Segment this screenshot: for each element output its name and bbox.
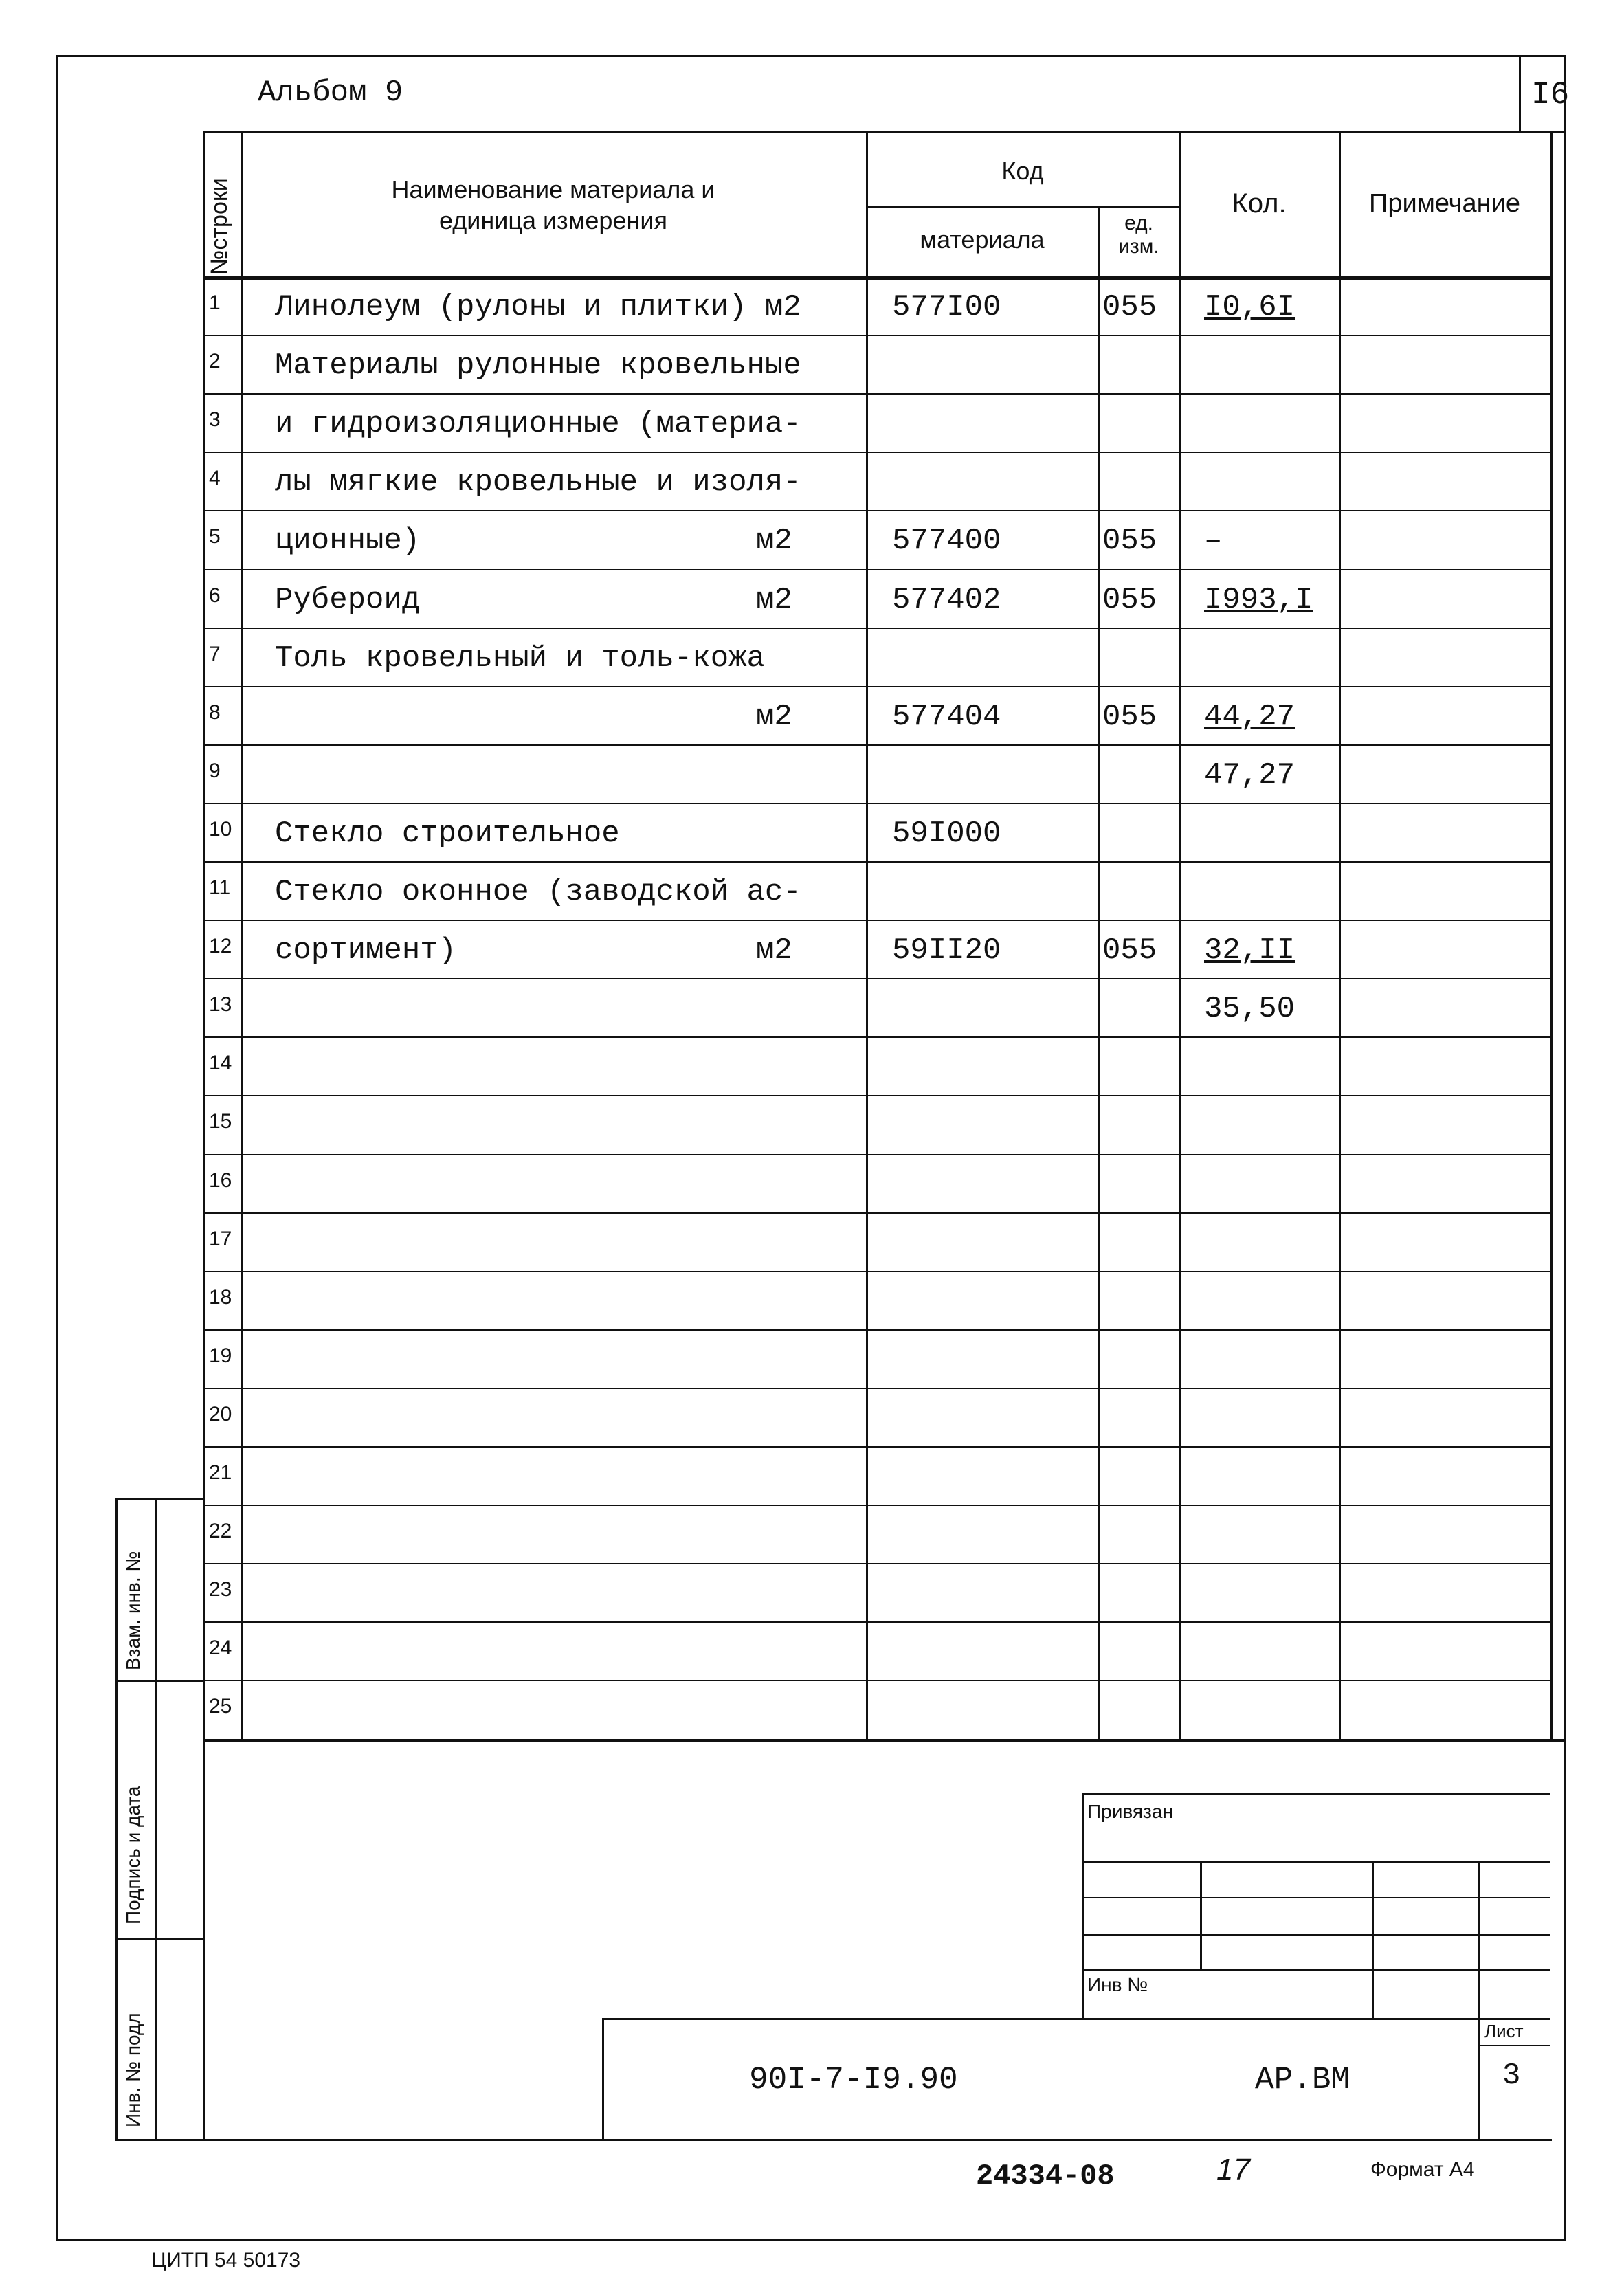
col-unit-header-line1: ед. [1124,212,1153,234]
material-name: Линолеум (рулоны и плитки) м2 [275,290,801,324]
page-number: I6 [1531,77,1570,113]
row-number: 2 [209,350,221,373]
vzam-inv-label: Взам. инв. № [122,1551,144,1670]
print-line: ЦИТП 54 50173 [151,2249,301,2272]
format-label: Формат А4 [1370,2158,1475,2181]
podpis-data-label: Подпись и дата [122,1786,144,1925]
handwritten-number: 17 [1216,2153,1250,2186]
quantity-value: I993,I [1204,582,1313,617]
row-number: 11 [209,876,231,899]
unit-text: м2 [756,582,792,617]
col-row-no-header: №строки [206,178,232,275]
material-code: 577404 [892,699,1001,734]
unit-text: м2 [756,524,792,559]
stamp-number: 24334-08 [976,2160,1115,2193]
unit-code: 055 [1102,582,1157,617]
row-number: 20 [209,1402,232,1426]
material-code: 59I000 [892,816,1001,851]
unit-text: м2 [756,699,792,734]
row-number: 4 [209,467,221,490]
row-number: 6 [209,584,221,607]
material-name: Толь кровельный и толь-кожа [275,641,765,676]
material-name: и гидроизоляционные (материа- [275,407,801,442]
row-number: 3 [209,408,221,432]
row-number: 12 [209,935,232,958]
col-note-header: Примечание [1369,189,1520,218]
quantity-value: 47,27 [1204,757,1295,792]
material-name: Стекло оконное (заводской ас- [275,875,801,909]
col-code-header: Код [1001,157,1044,185]
quantity-value: I0,6I [1204,290,1295,324]
inv-podl-label: Инв. № подл [122,2013,144,2127]
quantity-value: 32,II [1204,933,1295,968]
unit-text: м2 [756,933,792,968]
row-number: 13 [209,993,232,1017]
material-name: Рубероид [275,582,421,617]
row-number: 23 [209,1578,232,1601]
material-code: 577402 [892,582,1001,617]
row-number: 24 [209,1637,232,1660]
row-number: 19 [209,1344,232,1367]
row-number: 8 [209,700,221,724]
row-number: 14 [209,1052,232,1075]
col-code-material-header: материала [920,225,1045,254]
row-number: 1 [209,291,221,314]
doc-mark: АР.ВМ [1255,2062,1350,2098]
material-name: ционные) [275,524,421,559]
album-label: Альбом 9 [258,76,403,110]
row-number: 17 [209,1227,232,1250]
row-number: 9 [209,759,221,782]
col-qty-header: Кол. [1232,188,1287,219]
doc-code: 90I-7-I9.90 [749,2062,958,2098]
unit-code: 055 [1102,933,1157,968]
row-number: 16 [209,1168,232,1192]
row-number: 21 [209,1461,232,1484]
row-number: 5 [209,525,221,548]
material-code: 577400 [892,524,1001,559]
quantity-value: 44,27 [1204,699,1295,734]
frame-right-edge [1564,55,1566,2241]
row-number: 7 [209,642,221,665]
row-number: 15 [209,1110,232,1133]
row-number: 10 [209,817,232,841]
col-unit-header-line2: изм. [1118,235,1159,258]
material-name: лы мягкие кровельные и изоля- [275,465,801,500]
inv-no-label: Инв № [1087,1974,1148,1995]
material-name: Материалы рулонные кровельные [275,348,801,384]
quantity-value: 35,50 [1204,992,1295,1027]
quantity-value: – [1204,524,1223,559]
material-code: 59II20 [892,933,1001,968]
unit-code: 055 [1102,699,1157,734]
sheet-number: 3 [1502,2059,1521,2093]
row-number: 22 [209,1520,232,1543]
col-name-header-line2: единица измерения [439,206,667,234]
row-number: 18 [209,1285,232,1309]
unit-code: 055 [1102,290,1157,324]
sheet-label: Лист [1484,2021,1524,2041]
row-number: 25 [209,1695,232,1718]
col-name-header-line1: Наименование материала и [391,175,715,203]
material-name: Стекло строительное [275,816,620,851]
material-code: 577I00 [892,290,1001,324]
privyazan-label: Привязан [1087,1801,1173,1822]
unit-code: 055 [1102,524,1157,559]
material-name: сортимент) [275,933,457,968]
